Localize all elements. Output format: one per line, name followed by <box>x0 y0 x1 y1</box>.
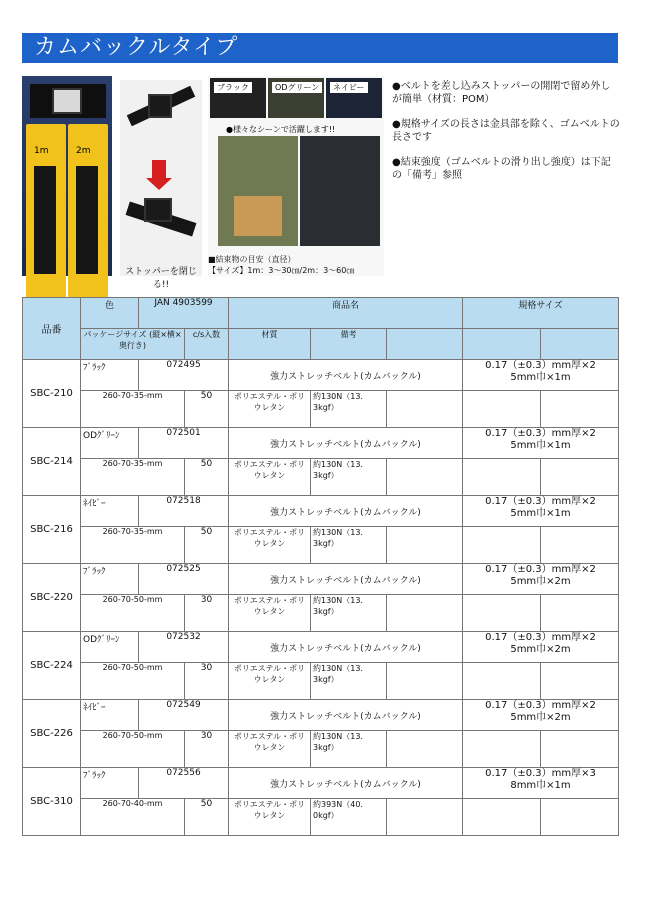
header-name: 商品名 <box>229 298 463 329</box>
row-pkg: 260-70-35-mm <box>81 391 185 428</box>
swatch-black: ブラック <box>210 78 266 118</box>
stopper-steps-photo <box>120 80 202 290</box>
row-jan: 072525 <box>139 564 229 595</box>
product-photos <box>22 76 384 290</box>
row-spec-width: 5mm巾×2m <box>510 576 571 587</box>
header-spec: 規格サイズ <box>463 298 619 329</box>
row-spec-width: 5mm巾×1m <box>510 440 571 451</box>
note-item: ●規格サイズの長さは金具部を除く、ゴムベルトの長さです <box>392 119 620 143</box>
row-remarks: 約130N（13．3kgf） <box>311 527 387 564</box>
row-material: ポリエステル・ポリウレタン <box>229 799 311 836</box>
header-pkg: パッケージサイズ (縦×横×奥行き) <box>81 329 185 360</box>
row-cs: 30 <box>185 731 229 768</box>
row-name: 強力ストレッチベルト(カムバックル) <box>229 632 463 663</box>
row-remarks: 約393N（40．0kgf） <box>311 799 387 836</box>
row-code: SBC-216 <box>23 496 81 564</box>
row-color: ﾈｲﾋﾞｰ <box>81 496 139 527</box>
row-code: SBC-310 <box>23 768 81 836</box>
row-jan: 072532 <box>139 632 229 663</box>
stopper-closed-icon <box>144 198 172 222</box>
row-pkg: 260-70-50-mm <box>81 731 185 768</box>
stopper-open-icon <box>148 94 172 118</box>
row-name: 強力ストレッチベルト(カムバックル) <box>229 360 463 391</box>
header-color: 色 <box>81 298 139 329</box>
swatch-navy: ネイビー <box>326 78 382 118</box>
row-spec-width: 5mm巾×2m <box>510 644 571 655</box>
row-jan: 072556 <box>139 768 229 799</box>
scene-caption: ●様々なシーンで活躍します!! <box>226 125 336 134</box>
row-name: 強力ストレッチベルト(カムバックル) <box>229 700 463 731</box>
row-spec-width: 8mm巾×1m <box>510 780 571 791</box>
row-spec-width: 5mm巾×2m <box>510 712 571 723</box>
row-spec-thickness: 0.17（±0.3）mm厚×2 <box>485 700 596 711</box>
row-color: ODｸﾞﾘｰﾝ <box>81 632 139 663</box>
row-name: 強力ストレッチベルト(カムバックル) <box>229 496 463 527</box>
row-spec-width: 5mm巾×1m <box>510 508 571 519</box>
arrow-down-icon <box>152 160 166 178</box>
row-pkg: 260-70-50-mm <box>81 663 185 700</box>
row-material: ポリエステル・ポリウレタン <box>229 663 311 700</box>
stopper-caption: ストッパーを閉じる!! <box>125 267 197 290</box>
pkg-size-left: 1m <box>34 146 49 156</box>
row-name: 強力ストレッチベルト(カムバックル) <box>229 428 463 459</box>
row-spec-thickness: 0.17（±0.3）mm厚×3 <box>485 768 596 779</box>
header-cs: c/s入数 <box>185 329 229 360</box>
pkg-size-right: 2m <box>76 146 91 156</box>
row-spec-thickness: 0.17（±0.3）mm厚×2 <box>485 428 596 439</box>
product-table <box>22 297 618 836</box>
row-pkg: 260-70-50-mm <box>81 595 185 632</box>
row-color: ODｸﾞﾘｰﾝ <box>81 428 139 459</box>
row-code: SBC-226 <box>23 700 81 768</box>
row-name: 強力ストレッチベルト(カムバックル) <box>229 768 463 799</box>
header-jan: JAN 4903599 <box>139 298 229 329</box>
row-spec <box>463 564 619 595</box>
row-name: 強力ストレッチベルト(カムバックル) <box>229 564 463 595</box>
row-pkg: 260-70-35-mm <box>81 459 185 496</box>
package-photo <box>22 76 112 276</box>
row-color: ﾌﾞﾗｯｸ <box>81 360 139 391</box>
note-item: ●結束強度（ゴムベルトの滑り出し強度）は下記の「備考」参照 <box>392 157 611 181</box>
page-title: カムバックルタイプ <box>22 33 618 63</box>
row-material: ポリエステル・ポリウレタン <box>229 595 311 632</box>
row-spec <box>463 632 619 663</box>
row-spec <box>463 496 619 527</box>
row-remarks: 約130N（13．3kgf） <box>311 459 387 496</box>
header-remarks: 備考 <box>311 329 387 360</box>
row-spec-thickness: 0.17（±0.3）mm厚×2 <box>485 564 596 575</box>
row-spec <box>463 428 619 459</box>
row-remarks: 約130N（13．3kgf） <box>311 731 387 768</box>
feature-notes <box>392 80 620 194</box>
guide-title: ■結束物の目安（直径） <box>208 255 296 264</box>
row-pkg: 260-70-35-mm <box>81 527 185 564</box>
row-code: SBC-220 <box>23 564 81 632</box>
header-code: 品番 <box>23 298 81 360</box>
row-color: ﾌﾞﾗｯｸ <box>81 564 139 595</box>
row-color: ﾌﾞﾗｯｸ <box>81 768 139 799</box>
row-spec-thickness: 0.17（±0.3）mm厚×2 <box>485 360 596 371</box>
row-jan: 072549 <box>139 700 229 731</box>
row-remarks: 約130N（13．3kgf） <box>311 595 387 632</box>
row-pkg: 260-70-40-mm <box>81 799 185 836</box>
row-spec-thickness: 0.17（±0.3）mm厚×2 <box>485 496 596 507</box>
row-material: ポリエステル・ポリウレタン <box>229 527 311 564</box>
row-remarks: 約130N（13．3kgf） <box>311 391 387 428</box>
row-jan: 072495 <box>139 360 229 391</box>
note-item: ●ベルトを差し込みストッパーの開閉で留め外しが簡単（材質：POM） <box>392 81 611 105</box>
colors-scene-photo <box>208 76 384 276</box>
row-spec <box>463 360 619 391</box>
header-material: 材質 <box>229 329 311 360</box>
row-spec-width: 5mm巾×1m <box>510 372 571 383</box>
row-material: ポリエステル・ポリウレタン <box>229 459 311 496</box>
row-code: SBC-214 <box>23 428 81 496</box>
row-spec <box>463 768 619 799</box>
row-material: ポリエステル・ポリウレタン <box>229 391 311 428</box>
row-spec <box>463 700 619 731</box>
row-cs: 50 <box>185 799 229 836</box>
row-spec-thickness: 0.17（±0.3）mm厚×2 <box>485 632 596 643</box>
row-cs: 50 <box>185 391 229 428</box>
row-material: ポリエステル・ポリウレタン <box>229 731 311 768</box>
swatch-odgreen: ODグリーン <box>268 78 324 118</box>
row-remarks: 約130N（13．3kgf） <box>311 663 387 700</box>
guide-sizes: 【サイズ】1m：3～30㎝/2m：3～60㎝ <box>208 266 355 275</box>
row-jan: 072501 <box>139 428 229 459</box>
row-cs: 50 <box>185 527 229 564</box>
row-color: ﾈｲﾋﾞｰ <box>81 700 139 731</box>
row-cs: 50 <box>185 459 229 496</box>
buckle-icon <box>52 88 82 114</box>
row-code: SBC-210 <box>23 360 81 428</box>
row-cs: 30 <box>185 595 229 632</box>
row-code: SBC-224 <box>23 632 81 700</box>
row-jan: 072518 <box>139 496 229 527</box>
row-cs: 30 <box>185 663 229 700</box>
